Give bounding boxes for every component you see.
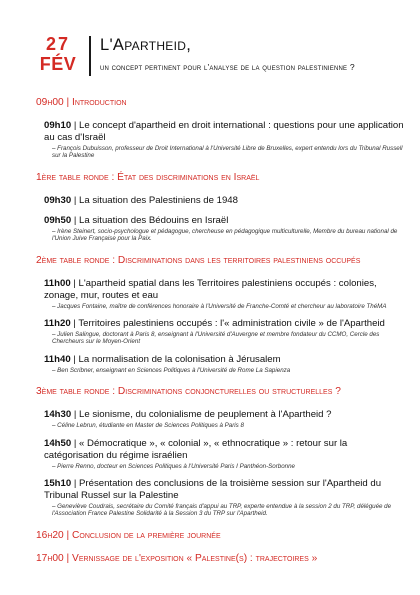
talk-text: | Présentation des conclusions de la troisième session sur l'Apartheid du Tribunal Russel sur la Palestine <box>44 478 382 502</box>
page-title: L'Apartheid, <box>100 36 192 54</box>
talk-item <box>44 409 406 429</box>
talk-item <box>44 278 406 310</box>
talk-item <box>44 354 406 374</box>
talk-text: | Territoires palestiniens occupés : l'« administration civile » de l'Apartheid <box>70 318 385 330</box>
talk-text: | La situation des Palestiniens de 1948 <box>71 194 238 206</box>
talk-item <box>44 438 406 470</box>
talk-time: 11h20 <box>44 318 71 330</box>
talk-title <box>44 120 406 144</box>
talk-title <box>44 215 406 227</box>
talk-time: 11h00 <box>44 277 71 289</box>
talk-title <box>44 278 406 302</box>
program <box>36 97 406 576</box>
closing-heading: 16h20 | Conclusion de la première journée <box>36 529 221 541</box>
talk-speaker: – Céline Lebrun, étudiante en Master de Sciences Politiques à Paris 8 <box>52 422 244 430</box>
intro-heading: 09h00 | Introduction <box>36 97 127 108</box>
talk-speaker: – Jacques Fontaine, maître de conférences honoraire à l'Université de Franche-Comté et chercheur au laboratoire ThéMA <box>52 302 387 310</box>
page-subtitle: un concept pertinent pour l'analyse de la question palestinienne ? <box>100 62 355 72</box>
talk-time: 14h50 <box>44 437 72 449</box>
talk-title <box>44 409 406 421</box>
talk-item <box>44 195 406 207</box>
talk-time: 09h30 <box>44 194 72 206</box>
talk-time: 14h30 <box>44 409 72 421</box>
talk-title <box>44 354 406 366</box>
talk-text: | Le concept d'apartheid en droit international : questions pour une application au cas d'Israël <box>44 120 404 143</box>
roundtable-2-heading: 2ème table ronde : Discriminations dans les territoires palestiniens occupés <box>36 254 361 266</box>
talk-time: 09h50 <box>44 214 72 226</box>
talk-title <box>44 318 406 330</box>
event-month: FÉV <box>39 54 77 74</box>
talk-speaker: – Pierre Renno, docteur en Sciences Politiques à l'Université Paris I Panthéon-Sorbonne <box>52 462 295 470</box>
talk-text: | « Démocratique », « colonial », « ethnocratique » : retour sur la catégorisation du régime israélien <box>44 437 348 461</box>
talk-item <box>44 120 406 160</box>
talk-title <box>44 478 406 502</box>
talk-speaker: – Irène Steinert, socio-psychologue et pédagogue, chercheuse en pédagogique multiculturelle, Membre du bureau national de l'Union Juive Française pour la Paix. <box>52 227 398 243</box>
header-divider <box>89 36 91 76</box>
roundtable-3-heading: 3ème table ronde : Discriminations conjoncturelles ou structurelles ? <box>36 386 341 398</box>
page-header <box>37 34 397 82</box>
talk-text: | Le sionisme, du colonialisme de peuplement à l'Apartheid ? <box>71 409 332 421</box>
event-day: 27 <box>45 34 71 54</box>
vernissage-heading: 17h00 | Vernissage de l'exposition « Palestine(s) : trajectoires » <box>36 552 318 564</box>
talk-item <box>44 318 406 346</box>
talk-item <box>44 215 406 243</box>
talk-time: 11h40 <box>44 353 71 365</box>
talk-text: | La normalisation de la colonisation à Jérusalem <box>70 353 281 365</box>
talk-time: 15h10 <box>44 478 72 490</box>
talk-item <box>44 478 406 518</box>
talk-time: 09h10 <box>44 120 72 131</box>
talk-text: | L'apartheid spatial dans les Territoires palestiniens occupés : colonies, zonage, mur, routes et eau <box>44 277 377 301</box>
talk-speaker: – Ben Scribner, enseignant en Sciences Politiques à l'Université de Rome La Sapienza <box>52 366 291 374</box>
talk-speaker: – Julien Salingue, doctorant à Paris 8, enseignant à l'Université d'Auvergne et membre fondateur du CCMO, Cercle des Chercheurs sur le Moyen-Orient <box>52 331 380 346</box>
talk-text: | La situation des Bédouins en Israël <box>71 214 229 226</box>
talk-speaker: – François Dubuisson, professeur de Droit International à l'Université Libre de Bruxelles, expert entendu lors du Tribunal Russell sur la Palestine <box>52 145 403 160</box>
talk-title <box>44 438 406 462</box>
roundtable-1-heading: 1ère table ronde : État des discriminations en Israël <box>36 171 260 183</box>
event-date <box>37 34 79 74</box>
talk-title <box>44 195 406 207</box>
talk-speaker: – Geneviève Coudrais, secrétaire du Comité français d'appui au TRP, experte entendue à la session 2 du TRP, déléguée de l'Association France Palestine Solidarité à la Session 3 du TRP sur l'Apartheid. <box>52 503 392 518</box>
